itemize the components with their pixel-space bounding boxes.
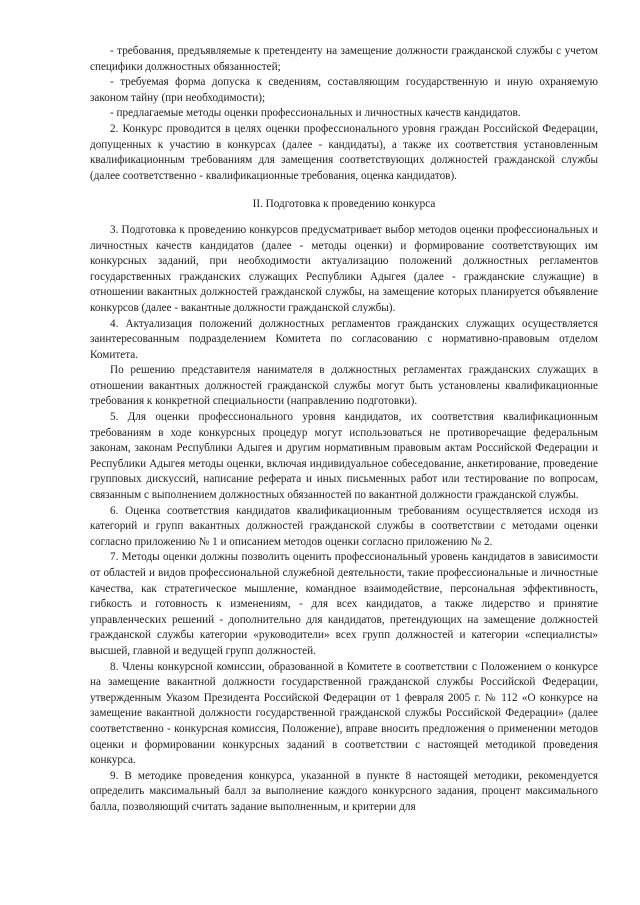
- paragraph-item-9: 9. В методике проведения конкурса, указанной в пункте 8 настоящей методики, рекомендуется определить максимальный балл за выполнение каждого конкурсного задания, процент максимального балла, позволяющий считать задание выполненным, и критерии для: [90, 769, 598, 813]
- paragraph-employer-decision: По решению представителя нанимателя в должностных регламентах гражданских служащих в отношении вакантных должностей гражданской службы могут быть установлены квалификационные требования к конкретной специальности (направлению подготовки).: [90, 364, 598, 408]
- paragraph-proposed-methods: - предлагаемые методы оценки профессиональных и личностных качеств кандидатов.: [110, 107, 521, 120]
- paragraph-item-2: 2. Конкурс проводится в целях оценки профессионального уровня граждан Российской Федерации, допущенных к участию в конкурсах (далее - кандидаты), а также их соответствия установленным квалификационным требованиям для замещения соответствующих должностей гражданской службы (далее соответственно - квалификационные требования, оценка кандидатов).: [90, 122, 598, 182]
- paragraph-clearance-form: - требуемая форма допуска к сведениям, составляющим государственную и иную охраняемую законом тайну (при необходимости);: [90, 76, 598, 104]
- paragraph-item-3: 3. Подготовка к проведению конкурсов предусматривает выбор методов оценки профессиональных и личностных качеств кандидатов (далее - методы оценки) и формирование соответствующих им конкурсных заданий, при необходимости актуализацию положений должностных регламентов государственных гражданских служащих Республики Адыгея (далее - гражданские служащие) в отношении вакантных должностей гражданской службы, на замещение которых планируется объявление конкурсов (далее - вакантные должности гражданской службы).: [90, 223, 598, 314]
- paragraph-item-8: 8. Члены конкурсной комиссии, образованной в Комитете в соответствии с Положением о конкурсе на замещение вакантной должности государственной гражданской службы Российской Федерации, утвержденным Указом Президента Российской Федерации от 1 февраля 2005 г. № 112 «О конкурсе на замещение вакантной должности государственной гражданской службы Российской Федерации» (далее соответственно - конкурсная комиссия, Положение), вправе вносить предложения о применении методов оценки и формировании конкурсных заданий в соответствии с настоящей методикой проведения конкурса.: [90, 660, 598, 767]
- paragraph-item-4: 4. Актуализация положений должностных регламентов гражданских служащих осуществляется заинтересованным подразделением Комитета по согласованию с нормативно-правовым отделом Комитета.: [90, 317, 598, 361]
- section-title: II. Подготовка к проведению конкурса: [252, 198, 436, 211]
- paragraph-item-5: 5. Для оценки профессионального уровня кандидатов, их соответствия квалификационным требованиям в ходе конкурсных процедур могут использоваться не противоречащие федеральным законам, законам Республики Адыгея и другим нормативным правовым актам Российской Федерации и Республики Адыгея методы оценки, включая индивидуальное собеседование, анкетирование, проведение групповых дискуссий, написание реферата и иных письменных работ или тестирование по вопросам, связанным с выполнением должностных обязанностей по вакантной должности гражданской службы.: [90, 411, 598, 502]
- paragraph-item-7: 7. Методы оценки должны позволить оценить профессиональный уровень кандидатов в зависимости от областей и видов профессиональной служебной деятельности, такие профессиональные и личностные качества, как стратегическое мышление, командное взаимодействие, персональная эффективность, гибкость и готовность к изменениям, - для всех кандидатов, а также лидерство и принятие управленческих решений - дополнительно для кандидатов, претендующих на замещение должностей гражданской службы категории «руководители» всех групп должностей и категории «специалисты» высшей, главной и ведущей групп должностей.: [90, 551, 598, 657]
- paragraph-item-6: 6. Оценка соответствия кандидатов квалификационным требованиям осуществляется исходя из категорий и групп вакантных должностей гражданской службы в соответствии с методами оценки согласно приложению № 1 и описанием методов оценки согласно приложению № 2.: [90, 504, 598, 548]
- paragraph-requirements: - требования, предъявляемые к претенденту на замещение должности гражданской службы с учетом специфики должностных обязанностей;: [90, 45, 598, 73]
